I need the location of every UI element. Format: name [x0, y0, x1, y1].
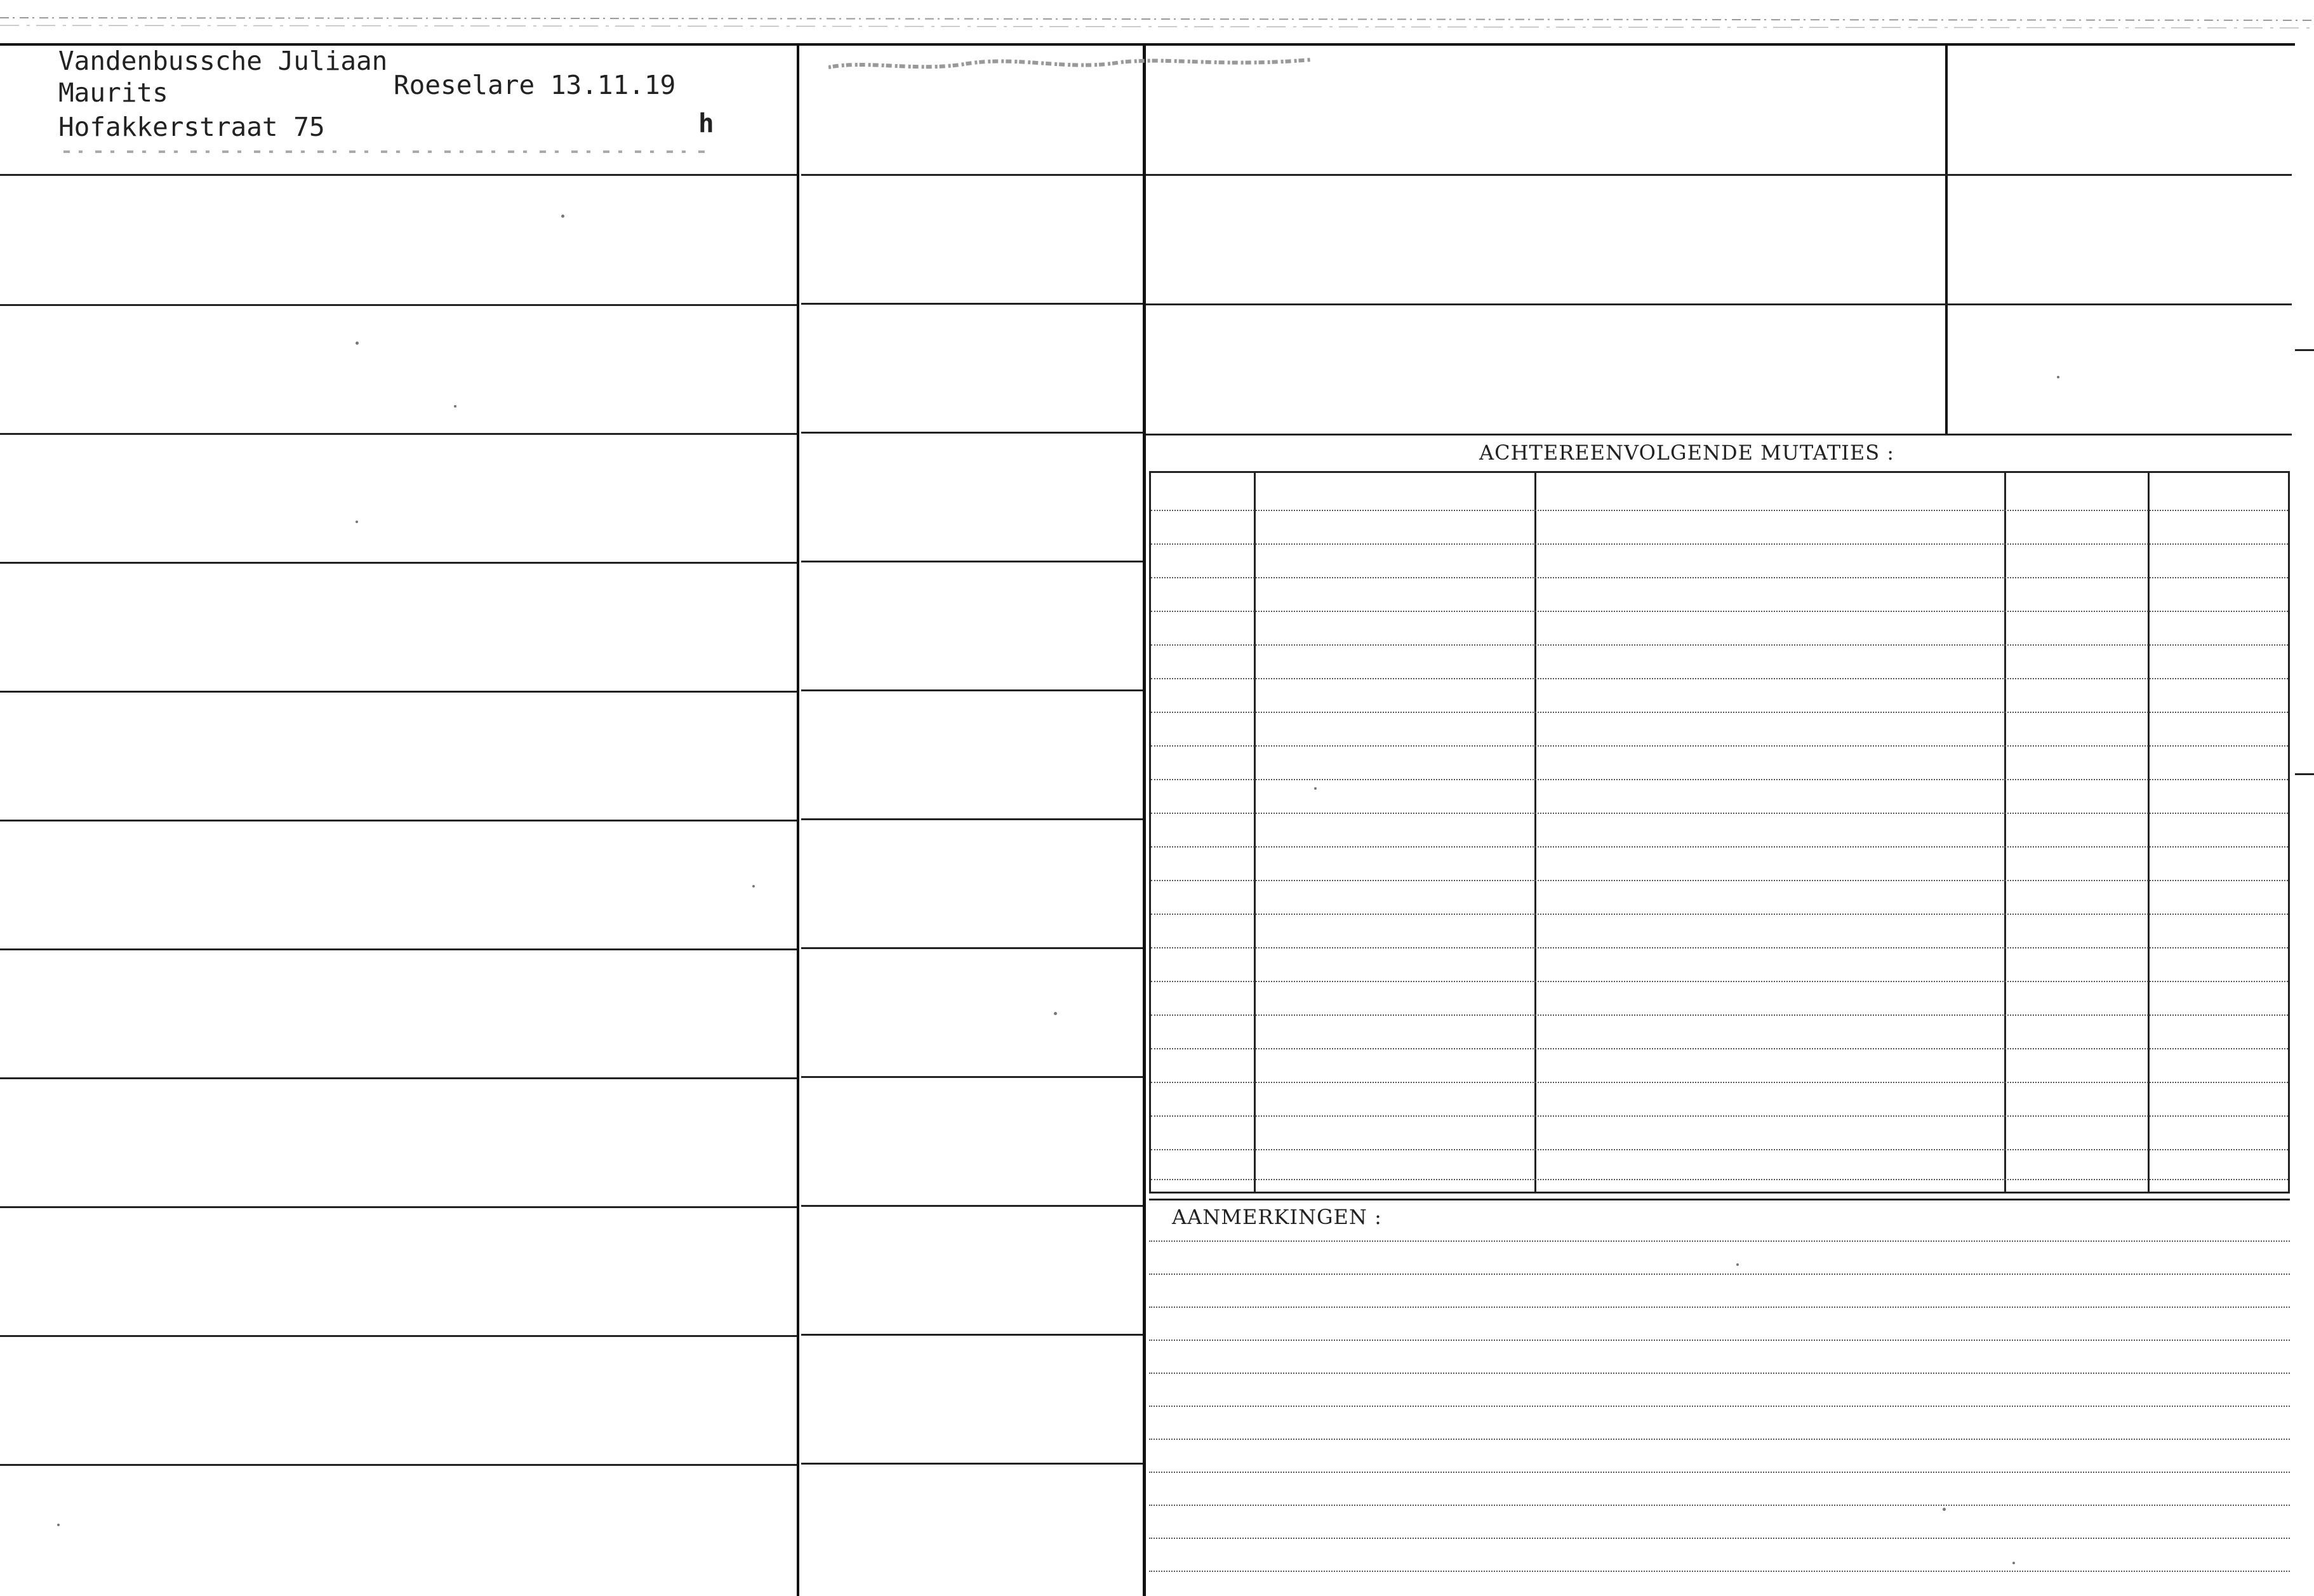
dotted-line: [1151, 510, 2288, 511]
scan-speck: [356, 342, 359, 345]
faded-text-line: [63, 147, 711, 156]
row-rule: [801, 1334, 1143, 1336]
dotted-line: [1149, 1373, 2290, 1374]
dotted-line: [1151, 678, 2288, 679]
entry-place-date: Roeselare 13.11.19: [394, 70, 676, 100]
mutaties-table: [1149, 471, 2290, 1194]
scan-speck: [561, 215, 564, 218]
right-row-rule: [1146, 434, 2292, 436]
divider-center: [1143, 44, 1146, 1596]
aanmerkingen-top-rule: [1149, 1199, 2290, 1200]
dotted-line: [1149, 1240, 2290, 1242]
dotted-line: [1151, 745, 2288, 747]
row-rule: [0, 562, 797, 564]
left-grid: [0, 44, 1143, 1596]
dotted-line: [1149, 1571, 2290, 1572]
aanmerkingen-title: AANMERKINGEN :: [1172, 1205, 1382, 1229]
row-rule: [0, 1335, 797, 1337]
dotted-line: [1149, 1406, 2290, 1407]
row-rule: [0, 304, 797, 306]
row-rule: [0, 174, 797, 176]
mutaties-col-divider: [1254, 473, 1256, 1192]
row-rule: [0, 433, 797, 435]
row-rule: [801, 432, 1143, 434]
scan-speck: [1054, 1012, 1057, 1015]
dotted-line: [1149, 1307, 2290, 1308]
scan-speck: [2057, 376, 2059, 378]
dotted-line: [1151, 813, 2288, 814]
dotted-line: [1151, 611, 2288, 612]
row-rule: [0, 1077, 797, 1079]
dotted-line: [1149, 1439, 2290, 1440]
dotted-line: [1151, 914, 2288, 915]
scan-speck: [1736, 1263, 1739, 1266]
entry-firstname-line: Maurits: [58, 77, 168, 108]
dotted-line: [1151, 577, 2288, 578]
mutaties-col-divider: [1534, 473, 1536, 1192]
row-rule: [0, 1206, 797, 1208]
scan-speck: [752, 885, 755, 888]
smudge-mark: [828, 53, 1311, 79]
entry-address-line: Hofakkerstraat 75: [58, 112, 325, 142]
dotted-line: [1149, 1273, 2290, 1275]
scan-speck: [2012, 1562, 2015, 1564]
row-rule: [0, 820, 797, 821]
dotted-line: [1149, 1340, 2290, 1341]
entry-suffix: h: [698, 108, 714, 138]
dotted-line: [1151, 1115, 2288, 1117]
dotted-line: [1151, 712, 2288, 713]
row-rule: [801, 947, 1143, 949]
scan-speck: [57, 1524, 60, 1526]
row-rule: [801, 303, 1143, 305]
row-rule: [801, 1205, 1143, 1207]
row-rule: [801, 818, 1143, 820]
mutaties-title: ACHTEREENVOLGENDE MUTATIES :: [1479, 441, 1895, 465]
dotted-line: [1151, 947, 2288, 948]
right-row-rule: [1146, 303, 2292, 305]
mutaties-col-divider: [2004, 473, 2006, 1192]
scan-edge: [0, 11, 2314, 42]
edge-tick: [2295, 349, 2314, 351]
row-rule: [0, 691, 797, 693]
row-rule: [801, 1076, 1143, 1078]
dotted-line: [1149, 1505, 2290, 1506]
dotted-line: [1151, 644, 2288, 646]
dotted-line: [1151, 1179, 2288, 1180]
divider-right-top: [1945, 44, 1948, 435]
row-rule: [0, 1464, 797, 1466]
row-rule: [801, 1463, 1143, 1465]
typed-entry: [58, 43, 388, 188]
dotted-line: [1151, 1149, 2288, 1150]
mutaties-col-divider: [2148, 473, 2150, 1192]
row-rule: [801, 561, 1143, 562]
dotted-line: [1151, 1048, 2288, 1049]
row-rule: [801, 689, 1143, 691]
row-rule: [801, 174, 1143, 176]
dotted-line: [1151, 846, 2288, 848]
right-row-rule: [1146, 174, 2292, 176]
aanmerkingen-section: [1149, 1199, 2290, 1596]
dotted-line: [1151, 543, 2288, 545]
scan-speck: [1943, 1508, 1946, 1511]
dotted-line: [1149, 1472, 2290, 1473]
dotted-line: [1149, 1538, 2290, 1539]
scan-speck: [356, 521, 358, 523]
scan-speck: [454, 405, 456, 408]
dotted-line: [1151, 1014, 2288, 1016]
dotted-line: [1151, 880, 2288, 881]
edge-tick: [2295, 773, 2314, 775]
scan-speck: [1314, 787, 1317, 790]
row-rule: [0, 948, 797, 950]
dotted-line: [1151, 981, 2288, 982]
entry-name-line: Vandenbussche Juliaan: [58, 46, 388, 76]
dotted-line: [1151, 779, 2288, 780]
dotted-line: [1151, 1082, 2288, 1083]
